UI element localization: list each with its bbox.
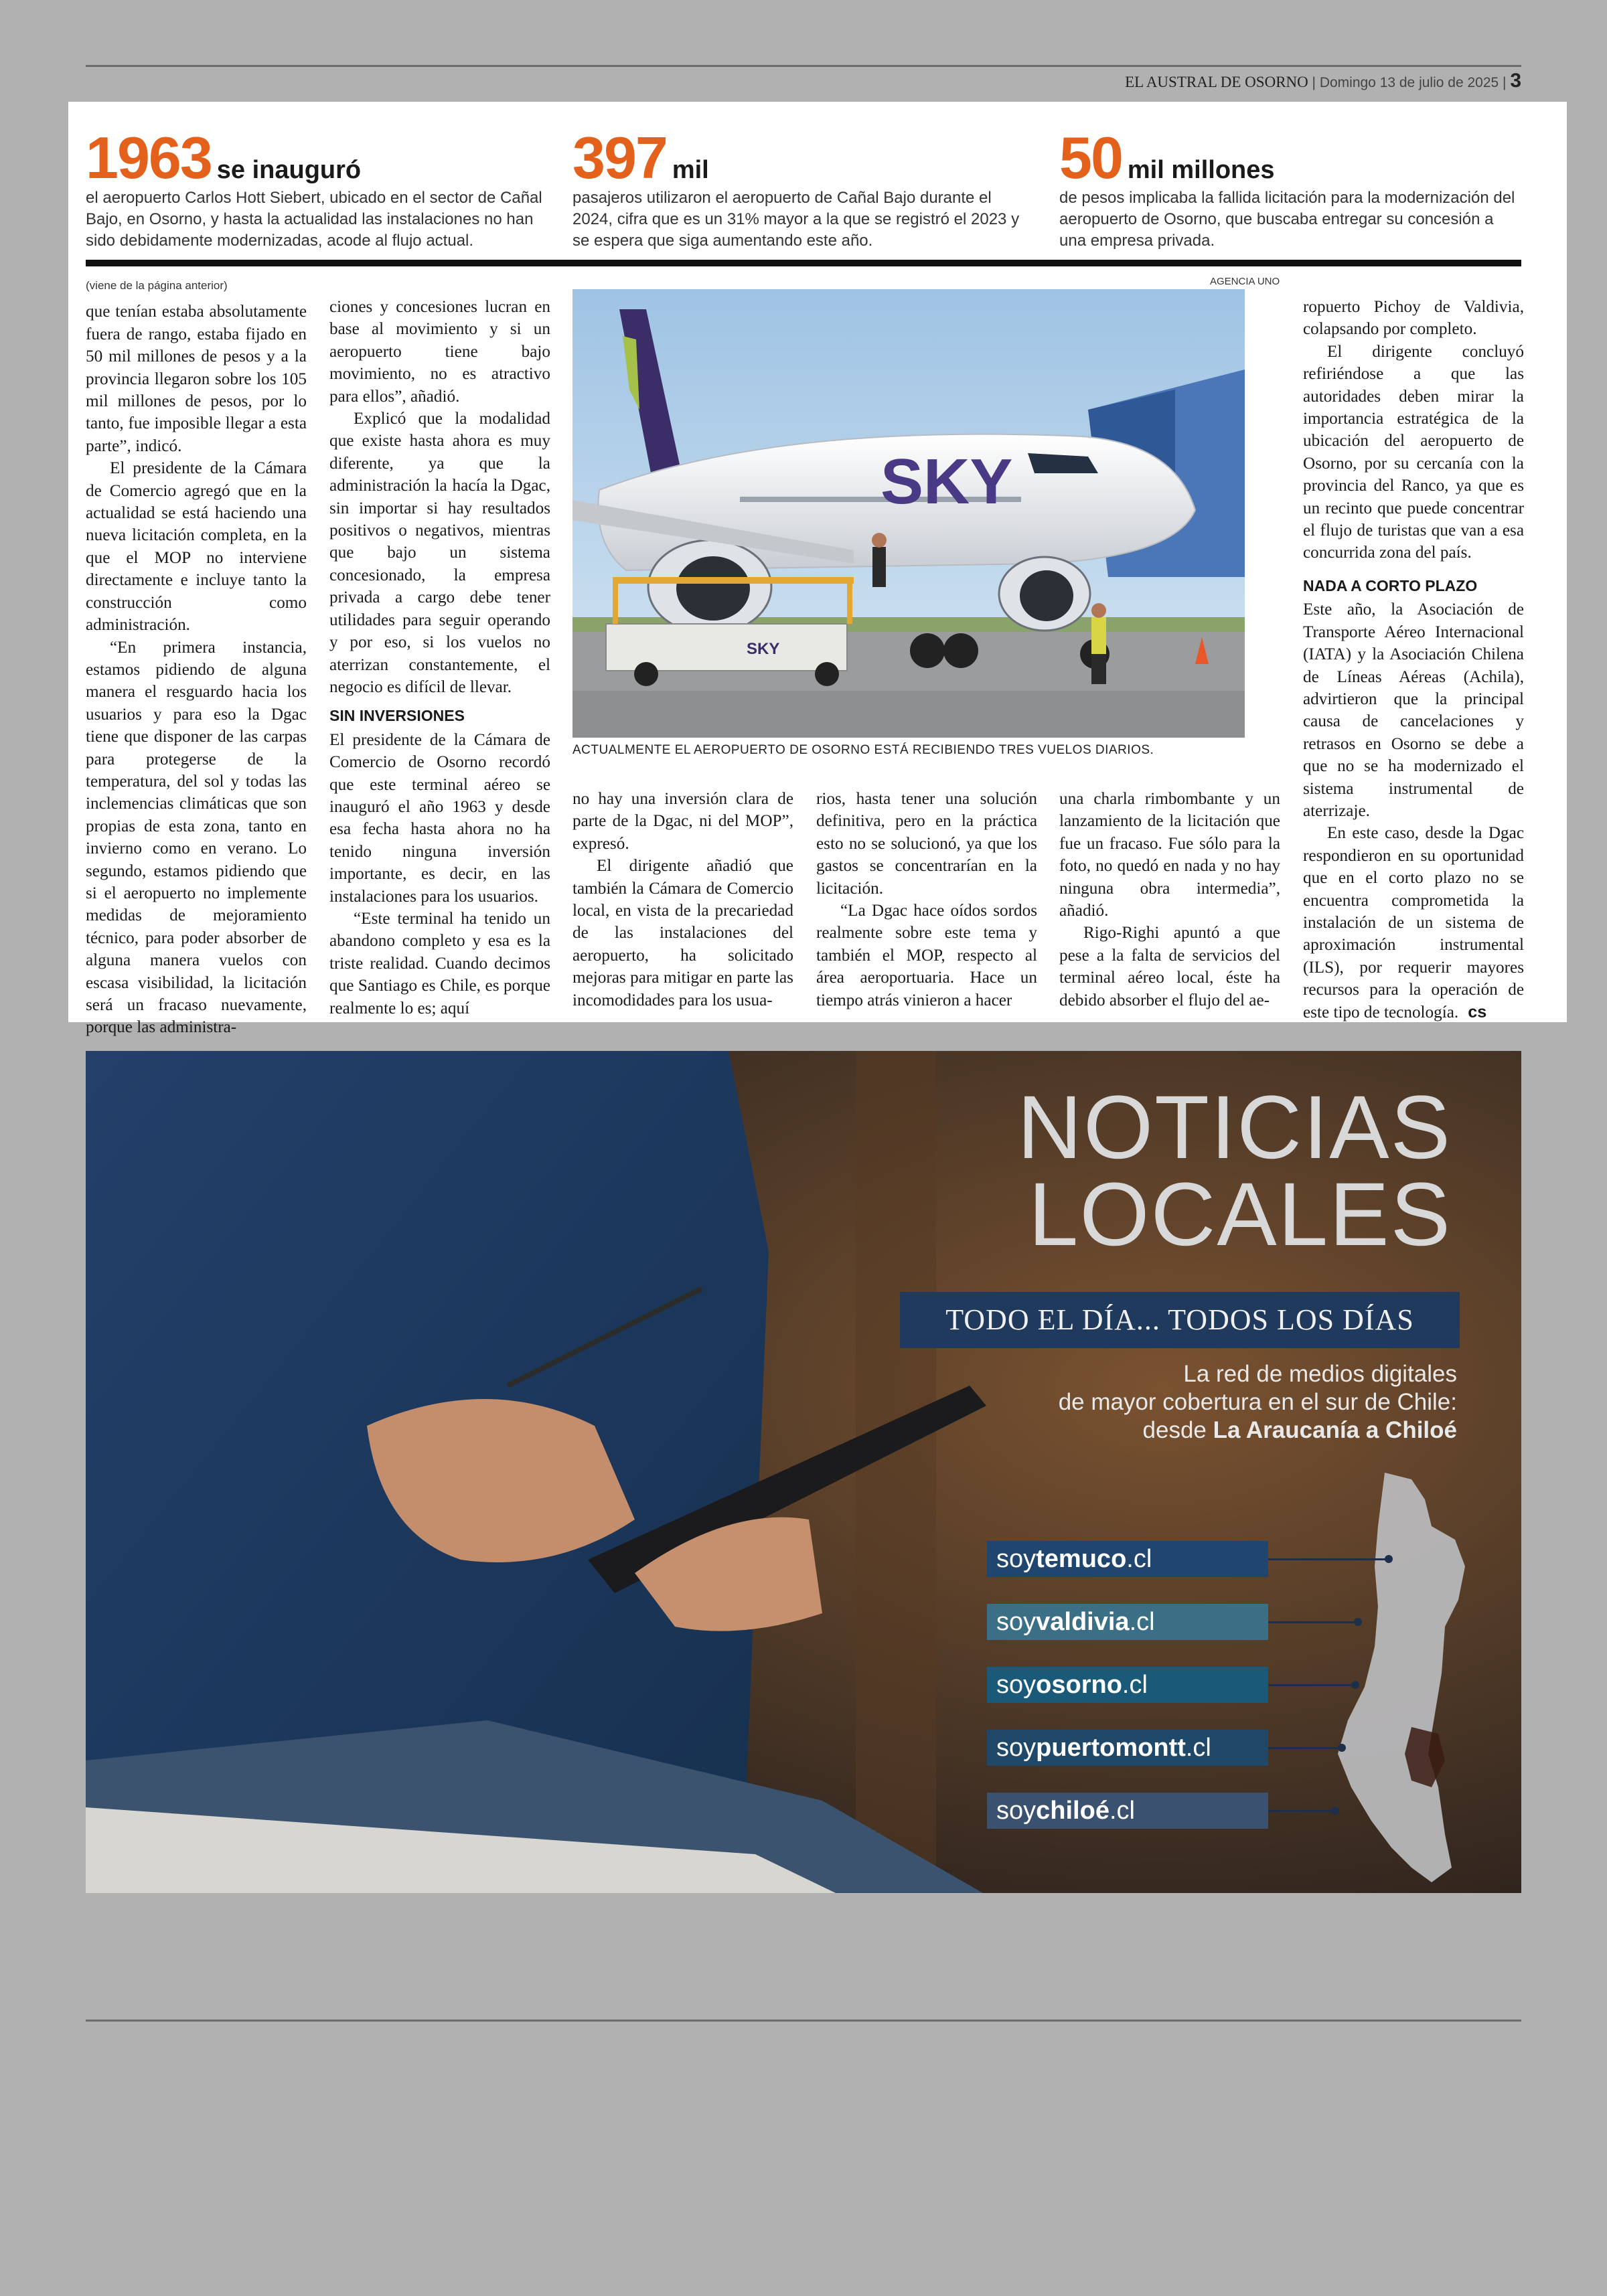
- site-suffix: .cl: [1109, 1797, 1135, 1825]
- map-dot: [1385, 1555, 1393, 1563]
- top-rule: [86, 65, 1521, 67]
- fact-number: 1963: [86, 125, 212, 191]
- site-name: temuco: [1036, 1545, 1127, 1573]
- noticias-locales-ad[interactable]: [86, 1051, 1521, 1893]
- article-page: [68, 102, 1567, 1037]
- ad-subtitle-text: desde: [1142, 1417, 1213, 1443]
- publication-name: EL AUSTRAL DE OSORNO: [1125, 74, 1308, 90]
- paragraph: Este año, la Asociación de Transporte Aéreo Internacional (IATA) y la Asociación Chilena de Líneas Aéreas (Achila), advirtieron que la principal causa de cancelaciones y retrasos en Osorno se debe a que no se ha modernizado el sistema instrumental de aterrizaje.: [1303, 600, 1524, 820]
- article-column-1: [86, 274, 307, 1039]
- article-column-3: [572, 788, 793, 1011]
- fact-number: 50: [1059, 125, 1122, 191]
- site-suffix: .cl: [1126, 1545, 1152, 1573]
- ad-subtitle-line: [854, 1416, 1457, 1445]
- paragraph: Rigo-Righi apuntó a que pese a la falta de servicios del terminal aéreo local, éste ha debido absorber el flujo del ae-: [1059, 924, 1280, 1009]
- ad-title: [1017, 1078, 1452, 1264]
- site-prefix: soy: [996, 1608, 1037, 1636]
- map-dot: [1351, 1681, 1359, 1689]
- fact-unit: mil millones: [1127, 156, 1275, 184]
- continued-note: (viene de la página anterior): [86, 279, 228, 292]
- map-leader-line: [1268, 1684, 1355, 1686]
- ad-subtitle-line: La red de medios digitales: [1183, 1361, 1457, 1387]
- paragraph: que tenían estaba absolutamente fuera de rango, estaba fijado en 50 mil millones de pesos y a la provincia llegaron sobre los 105 mil millones de pesos, por lo tanto, fue imposible llegar a esta parte”, indicó.: [86, 303, 307, 455]
- subhead-nada-a-corto-plazo: NADA A CORTO PLAZO: [1303, 576, 1478, 594]
- site-suffix: .cl: [1122, 1671, 1148, 1699]
- site-name: osorno: [1036, 1671, 1122, 1699]
- paragraph: El dirigente añadió que también la Cámara de Comercio local, en vista de la precariedad de las instalaciones del aeropuerto, ha solicitado mejoras para mitigar en parte las incomodidades para los usua-: [572, 857, 793, 1009]
- paragraph: rios, hasta tener una solución definitiva, pero en la práctica esto no se solucionó, ya que los gastos se concentrarían en la licitación.: [816, 790, 1037, 898]
- fact-description: pasajeros utilizaron el aeropuerto de Cañal Bajo durante el 2024, cifra que es un 31% mayor a la que se registró el 2023 y se espera que siga aumentando este año.: [572, 189, 1020, 250]
- paragraph: [1303, 822, 1524, 1023]
- fact-box-1: [86, 125, 548, 252]
- paragraph: ropuerto Pichoy de Valdivia, colapsando por completo.: [1303, 298, 1524, 339]
- article-column-5: [1059, 788, 1280, 1011]
- site-prefix: soy: [996, 1545, 1037, 1573]
- ad-title-line: LOCALES: [1028, 1165, 1452, 1264]
- map-leader-line: [1268, 1558, 1389, 1560]
- site-prefix: soy: [996, 1734, 1037, 1762]
- cart-logo: SKY: [747, 640, 780, 658]
- page-header: EL AUSTRAL DE OSORNO | Domingo 13 de julio de 2025 | 3: [1125, 70, 1521, 92]
- site-prefix: soy: [996, 1797, 1037, 1825]
- map-dot: [1331, 1807, 1339, 1815]
- site-name: chiloé: [1036, 1797, 1109, 1825]
- paragraph: El presidente de la Cámara de Comercio de Osorno recordó que este terminal aéreo se inauguró el año 1963 y desde esa fecha hasta ahora no ha tenido ninguna inversión importante, es decir, en las instalaciones para los usuarios.: [329, 730, 550, 906]
- airplane-illustration: [572, 289, 1245, 738]
- fact-number: 397: [572, 125, 667, 191]
- map-dot: [1354, 1618, 1362, 1626]
- site-prefix: soy: [996, 1671, 1037, 1699]
- article-column-2: [329, 296, 550, 1019]
- paragraph: una charla rimbombante y un lanzamiento de la licitación que fue un fracaso. Fue sólo para la foto, no quedó en nada y no hay ninguna obra intermedia”, añadió.: [1059, 790, 1280, 920]
- airline-logo: SKY: [881, 446, 1013, 517]
- photo-caption: ACTUALMENTE EL AEROPUERTO DE OSORNO ESTÁ RECIBIENDO TRES VUELOS DIARIOS.: [572, 743, 1154, 757]
- site-name: puertomontt: [1036, 1734, 1186, 1762]
- subhead-sin-inversiones: SIN INVERSIONES: [329, 707, 465, 725]
- fact-box-3: [1059, 125, 1521, 252]
- fact-description: el aeropuerto Carlos Hott Siebert, ubicado en el sector de Cañal Bajo, en Osorno, y hasta la actualidad las instalaciones no han sido debidamente modernizadas, acode al flujo actual.: [86, 189, 542, 250]
- article-column-4: [816, 788, 1037, 1011]
- publication-date: Domingo 13 de julio de 2025: [1319, 75, 1499, 90]
- paragraph: El dirigente concluyó refiriéndose a que las autoridades deben mirar la importancia estratégica de la ubicación del aeropuerto de Osorno, por su cercanía con la provincia del Ranco, ya que es un recinto que puede concentrar el flujo de turistas que van a esa concurrida zona del país.: [1303, 342, 1524, 562]
- fact-unit: mil: [672, 156, 709, 184]
- ad-tagline-banner: TODO EL DÍA... TODOS LOS DÍAS: [900, 1292, 1460, 1348]
- article-column-6: [1303, 296, 1524, 1023]
- paragraph: ciones y concesiones lucran en base al movimiento y si un aeropuerto tiene bajo movimiento, no es atractivo para ellos”, añadió.: [329, 298, 550, 406]
- site-soyvaldivia[interactable]: [987, 1604, 1268, 1640]
- fact-unit: se inauguró: [216, 156, 362, 184]
- site-soyosorno[interactable]: [987, 1667, 1268, 1703]
- paragraph: “La Dgac hace oídos sordos realmente sobre este tema y también el MOP, respecto al área aeroportuaria. Hace un tiempo atrás vinieron a hacer: [816, 902, 1037, 1009]
- site-soypuertomontt[interactable]: [987, 1730, 1268, 1766]
- ad-subtitle: [854, 1360, 1457, 1445]
- paragraph: “En primera instancia, estamos pidiendo de alguna manera el resguardo hacia los usuarios y para eso la Dgac tiene que disponer de las carpas para protegerse de la temperatura, del sol y todas las inclemencias climáticas que son propias de esta zona, tanto en invierno como en verano. Lo segundo, estamos pidiendo que si el aeropuerto no implemente medidas de mejoramiento técnico, para poder absorber de alguna manera vuelos con escasa visibilidad, la licitación será un fracaso nuevamente, porque las administra-: [86, 638, 307, 1037]
- fact-description: de pesos implicaba la fallida licitación para la modernización del aeropuerto de Osorno, que buscaba entregar su concesión a una empresa privada.: [1059, 189, 1515, 250]
- site-suffix: .cl: [1185, 1734, 1211, 1762]
- paragraph: no hay una inversión clara de parte de la Dgac, ni del MOP”, expresó.: [572, 790, 793, 853]
- site-suffix: .cl: [1129, 1608, 1155, 1636]
- paragraph: “Este terminal ha tenido un abandono completo y esa es la triste realidad. Cuando decimos que Santiago es Chile, es porque realmente lo es; aquí: [329, 909, 550, 1017]
- map-leader-line: [1268, 1810, 1335, 1812]
- site-name: valdivia: [1036, 1608, 1130, 1636]
- map-leader-line: [1268, 1747, 1342, 1749]
- section-divider: [86, 260, 1521, 266]
- site-soychiloe[interactable]: [987, 1793, 1268, 1829]
- ad-subtitle-bold: La Araucanía a Chiloé: [1213, 1417, 1457, 1443]
- map-dot: [1338, 1744, 1346, 1752]
- paragraph: El presidente de la Cámara de Comercio agregó que en la actualidad se está haciendo una nueva licitación completa, en la que el MOP no interviene directamente e incluye tanto la construcción como administración.: [86, 459, 307, 635]
- end-mark: cs: [1468, 1002, 1487, 1021]
- chile-map-icon: [1311, 1473, 1472, 1888]
- fact-box-2: [572, 125, 1035, 252]
- page-number: 3: [1510, 70, 1521, 92]
- paragraph-text: En este caso, desde la Dgac respondieron en su oportunidad que en el corto plazo no se encuentra comprometida la instalación de un sistema de aproximación instrumental (ILS), por requerir mayores recursos para la operación de este tipo de tecnología.: [1303, 824, 1524, 1021]
- site-soytemuco[interactable]: [987, 1541, 1268, 1577]
- paragraph: Explicó que la modalidad que existe hasta ahora es muy diferente, ya que la administración la hacía la Dgac, sin importar si hay resultados positivos o negativos, mientras que bajo un sistema concesionado, la empresa privada a cargo debe tener utilidades para seguir operando y por eso, si los vuelos no aterrizan constantemente, el negocio es difícil de llevar.: [329, 410, 550, 696]
- ad-title-line: NOTICIAS: [1017, 1078, 1452, 1177]
- photo-credit: AGENCIA UNO: [1210, 276, 1280, 287]
- airplane-photo: [572, 289, 1245, 738]
- map-leader-line: [1268, 1621, 1358, 1623]
- bottom-rule: [86, 2020, 1521, 2022]
- ad-subtitle-line: de mayor cobertura en el sur de Chile:: [1058, 1389, 1457, 1415]
